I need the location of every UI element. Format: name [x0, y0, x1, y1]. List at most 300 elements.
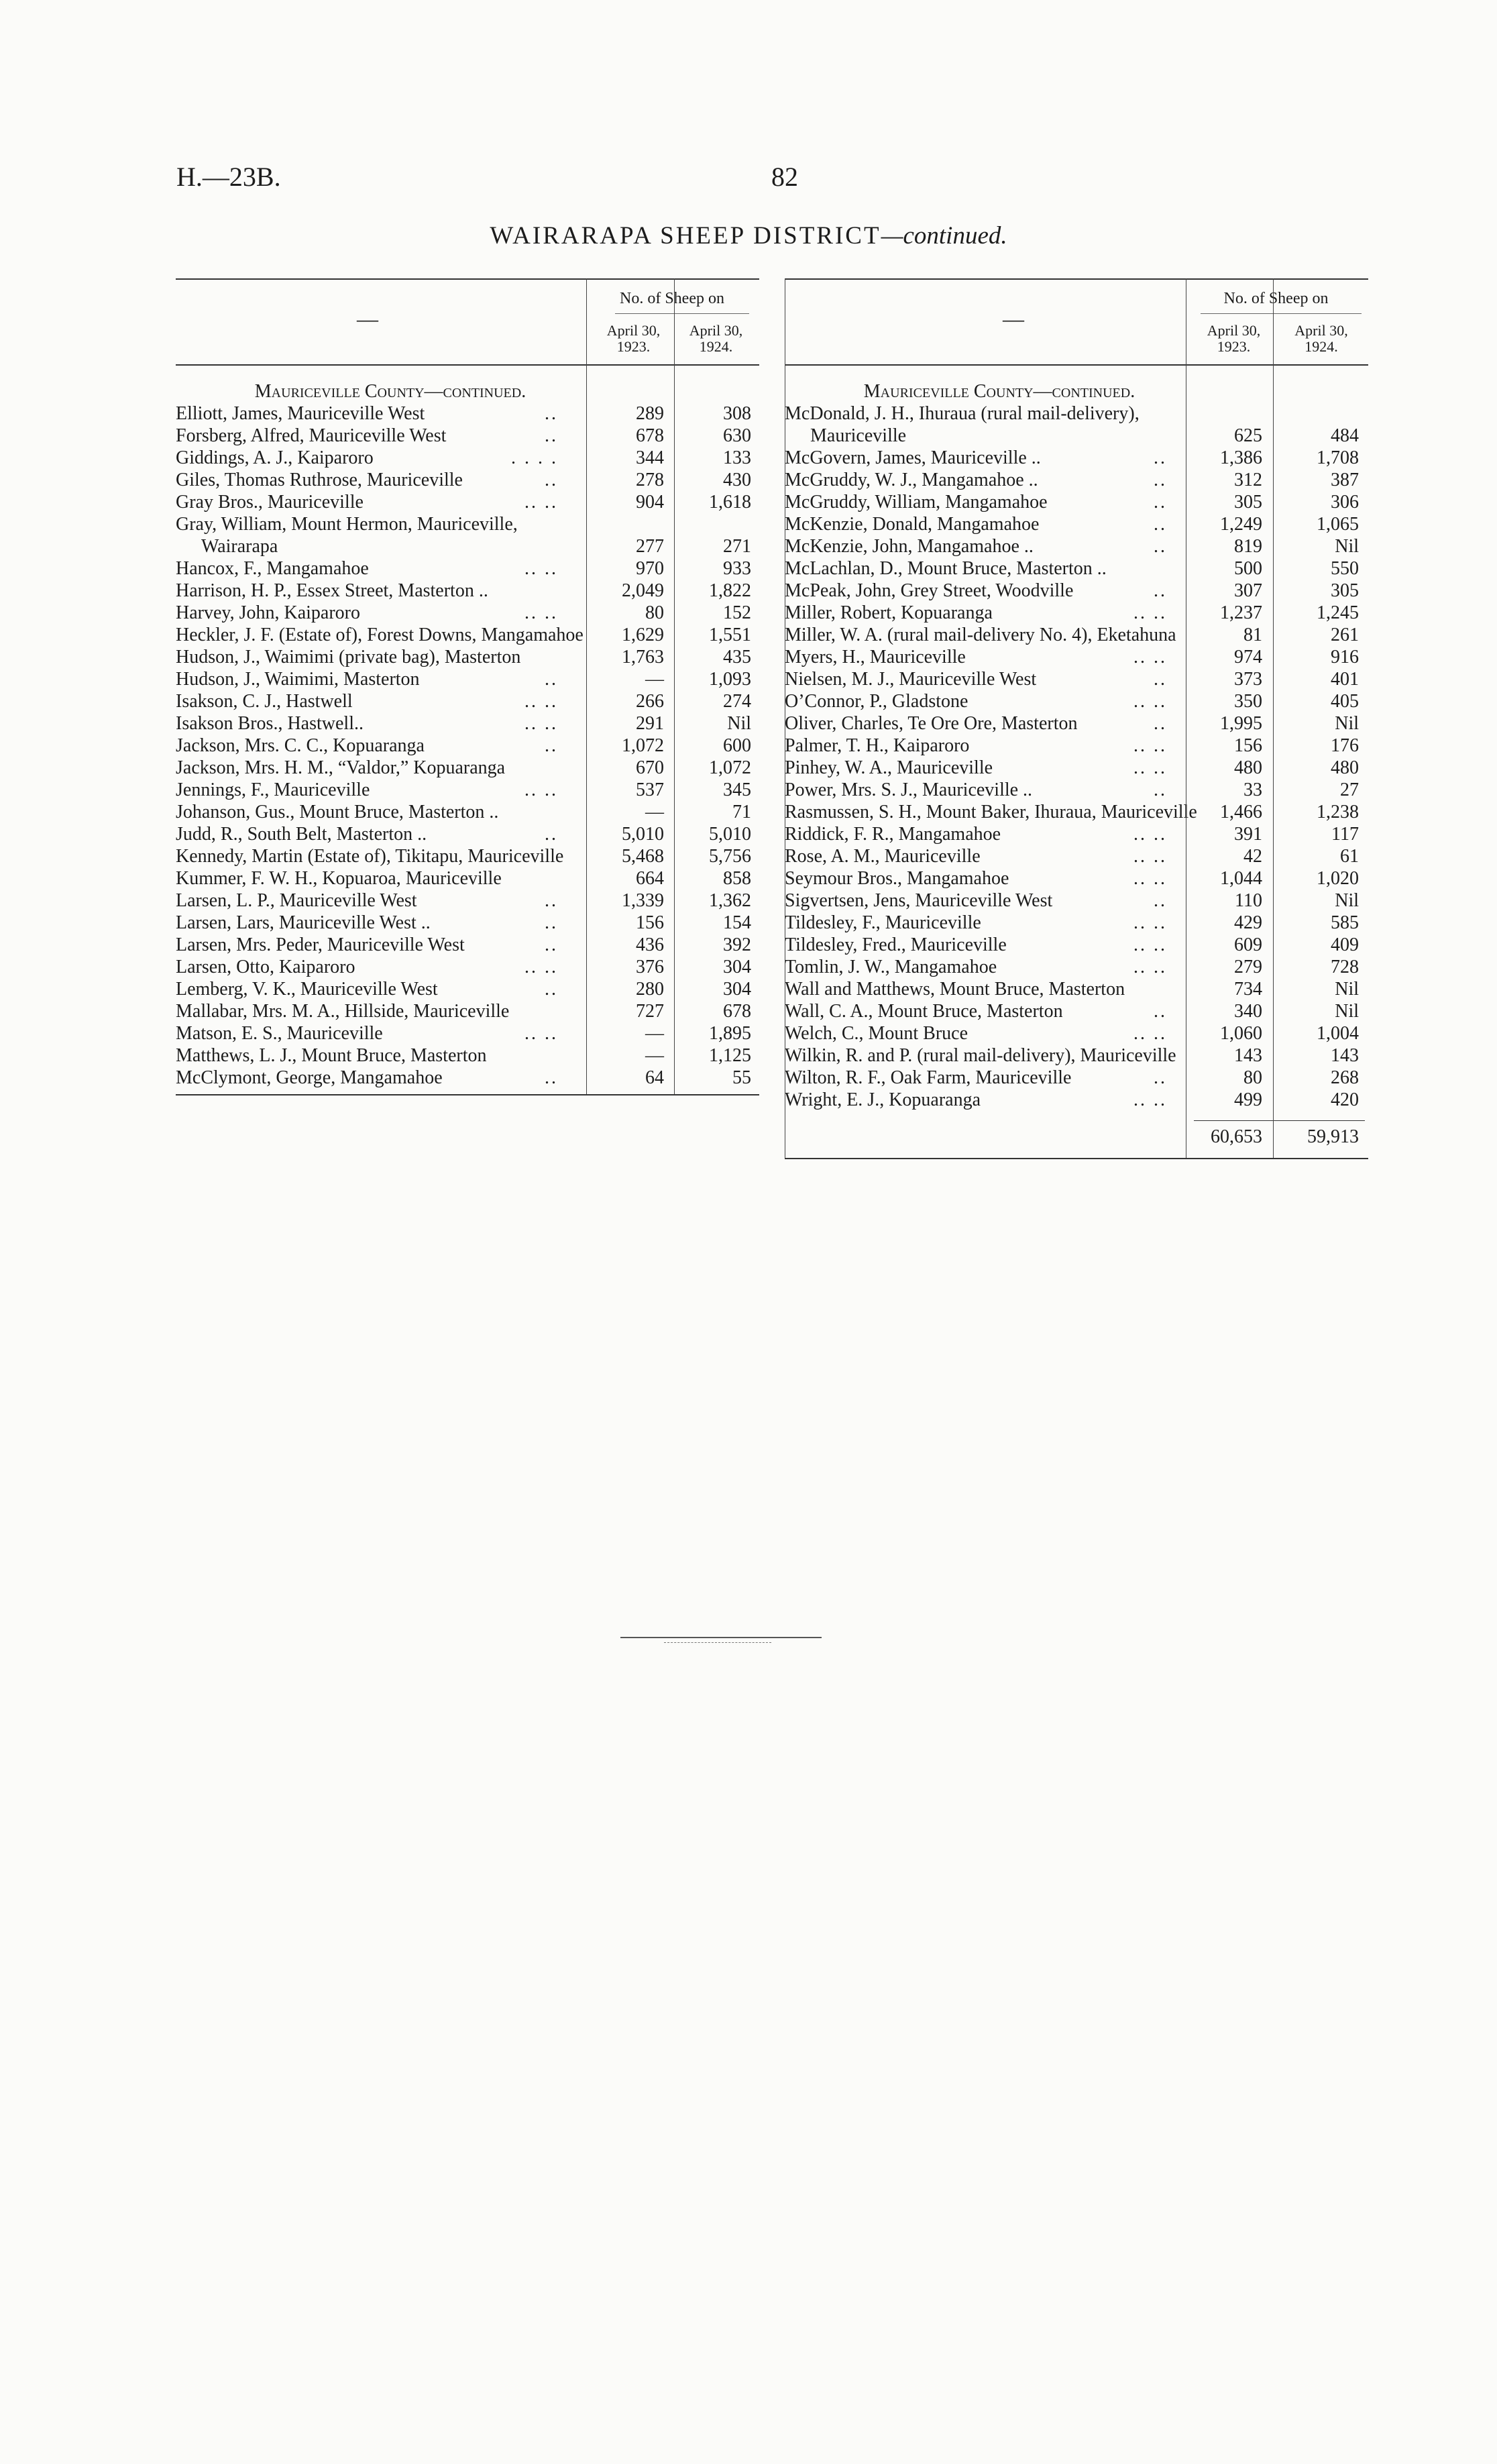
owner-name: Tildesley, Fred., Mauriceville	[785, 934, 1007, 955]
owner-name: Lemberg, V. K., Mauriceville West	[176, 979, 438, 1000]
sheep-1923: 974	[1234, 647, 1262, 667]
leader-dots: ..	[545, 979, 558, 1000]
owner-name: McDonald, J. H., Ihuraua (rural mail-delivery), Mauriceville	[785, 403, 1140, 446]
sheep-1923: 80	[1243, 1067, 1262, 1088]
sheep-1924: 304	[723, 979, 751, 1000]
owner-name: Matthews, L. J., Mount Bruce, Masterton	[176, 1045, 487, 1066]
sheep-1924: 117	[1331, 824, 1359, 845]
sheep-1924: 271	[723, 536, 751, 557]
leader-dots: .. ..	[1133, 691, 1167, 712]
sheep-1923: 500	[1234, 558, 1262, 579]
table-row	[176, 779, 759, 801]
owner-name: McGruddy, William, Mangamahoe	[785, 492, 1048, 513]
sheep-1923: 819	[1234, 536, 1262, 557]
leader-dots: ..	[1154, 514, 1167, 535]
sheep-1923: 1,466	[1220, 802, 1262, 822]
sheep-1924: 550	[1331, 558, 1359, 579]
sheep-1924: Nil	[1335, 713, 1359, 734]
sheep-1924: 933	[723, 558, 751, 579]
leader-dots: . . . .	[511, 447, 558, 468]
sheep-1923: 1,629	[622, 625, 664, 645]
sheep-1923: 344	[636, 447, 664, 468]
sheep-1923: 609	[1234, 934, 1262, 955]
sheep-1924: 71	[732, 802, 751, 822]
table-row	[785, 646, 1368, 668]
sheep-1923: 279	[1234, 957, 1262, 977]
section-heading: Mauriceville County—continued.	[863, 381, 1135, 402]
sheep-1924: 435	[723, 647, 751, 667]
table-row	[176, 912, 759, 934]
sheep-1924: 154	[723, 912, 751, 933]
leader-dots: ..	[1154, 1001, 1167, 1022]
table-row	[785, 978, 1368, 1000]
sheep-1923: 143	[1234, 1045, 1262, 1066]
leader-dots: ..	[1154, 447, 1167, 468]
table-row	[785, 912, 1368, 934]
table-row	[176, 646, 759, 668]
table-row	[176, 513, 759, 557]
owner-name: Sigvertsen, Jens, Mauriceville West	[785, 890, 1053, 911]
sheep-1924: 1,895	[709, 1023, 751, 1044]
sheep-1924: 1,004	[1317, 1023, 1359, 1044]
table-row	[176, 580, 759, 602]
owner-name: Miller, W. A. (rural mail-delivery No. 4), Eketahuna	[785, 625, 1176, 645]
owner-name: Isakson Bros., Hastwell..	[176, 713, 364, 734]
table-row	[785, 403, 1368, 447]
owner-name: Giles, Thomas Ruthrose, Mauriceville	[176, 470, 463, 490]
sheep-1924: 1,065	[1317, 514, 1359, 535]
owner-name: Larsen, Mrs. Peder, Mauriceville West	[176, 934, 465, 955]
sheep-1923: 110	[1235, 890, 1262, 911]
owner-name: Kummer, F. W. H., Kopuaroa, Mauriceville	[176, 868, 502, 889]
leader-dots: ..	[545, 934, 558, 955]
sheep-1924: 630	[723, 425, 751, 446]
owner-name: Rose, A. M., Mauriceville	[785, 846, 981, 867]
table-row	[176, 712, 759, 735]
sheep-1924: 1,551	[709, 625, 751, 645]
sheep-1923: 350	[1234, 691, 1262, 712]
table-row	[176, 1022, 759, 1044]
table-row	[785, 668, 1368, 690]
table-row	[785, 1044, 1368, 1067]
sheep-1924: 305	[1331, 580, 1359, 601]
sheep-1924: 430	[723, 470, 751, 490]
sheep-1924: 1,093	[709, 669, 751, 690]
sheep-1923: 499	[1234, 1089, 1262, 1110]
table-row	[176, 602, 759, 624]
leader-dots: .. ..	[1133, 846, 1167, 867]
owner-column-header: —	[1003, 307, 1024, 331]
leader-dots: .. ..	[524, 713, 558, 734]
sheep-1923: 80	[645, 602, 664, 623]
sheep-1923: 1,249	[1220, 514, 1262, 535]
total-row	[785, 1120, 1368, 1153]
leader-dots: .. ..	[524, 957, 558, 977]
owner-name: Jackson, Mrs. H. M., “Valdor,” Kopuaranga	[176, 757, 506, 778]
sheep-1924: 55	[732, 1067, 751, 1088]
sheep-1923: 1,386	[1220, 447, 1262, 468]
leader-dots: .. ..	[1133, 957, 1167, 977]
leader-dots: ..	[1154, 536, 1167, 557]
owner-name: Wall, C. A., Mount Bruce, Masterton	[785, 1001, 1063, 1022]
owner-name: McGruddy, W. J., Mangamahoe ..	[785, 470, 1038, 490]
table-row	[176, 624, 759, 646]
leader-dots: .. ..	[524, 558, 558, 579]
table-row	[176, 690, 759, 712]
sheep-1923: 156	[1234, 735, 1262, 756]
page-separator-rule	[620, 1637, 822, 1638]
sheep-1924: 143	[1331, 1045, 1359, 1066]
col-1923-header: April 30, 1923.	[606, 322, 661, 355]
sheep-1923: 1,763	[622, 647, 664, 667]
owner-column-header: —	[357, 307, 378, 331]
sheep-1924: 5,756	[709, 846, 751, 867]
col-1923-header: April 30, 1923.	[1207, 322, 1261, 355]
sheep-1924: 61	[1340, 846, 1359, 867]
table-row	[176, 425, 759, 447]
owner-name: Larsen, L. P., Mauriceville West	[176, 890, 417, 911]
leader-dots: ..	[1154, 492, 1167, 513]
sheep-1923: 664	[636, 868, 664, 889]
owner-name: Wilkin, R. and P. (rural mail-delivery), Mauriceville	[785, 1045, 1176, 1066]
owner-name: Welch, C., Mount Bruce	[785, 1023, 968, 1044]
sheep-1924: 274	[723, 691, 751, 712]
table-row	[785, 779, 1368, 801]
sheep-1924: 600	[723, 735, 751, 756]
sheep-1923: 42	[1243, 846, 1262, 867]
table-body	[176, 380, 759, 1089]
table-row	[176, 1044, 759, 1067]
sheep-1923: 1,072	[622, 735, 664, 756]
table-header	[785, 278, 1368, 366]
sheep-1923: 537	[636, 780, 664, 800]
sheep-1923: 64	[645, 1067, 664, 1088]
leader-dots: ..	[1154, 713, 1167, 734]
owner-name: McKenzie, John, Mangamahoe ..	[785, 536, 1034, 557]
sheep-1924: 308	[723, 403, 751, 424]
sheep-1923: 678	[636, 425, 664, 446]
table-row	[785, 624, 1368, 646]
table-row	[176, 890, 759, 912]
header-sub-rule	[615, 313, 749, 314]
sheep-1924: 678	[723, 1001, 751, 1022]
owner-name: Forsberg, Alfred, Mauriceville West	[176, 425, 447, 446]
table-row	[176, 956, 759, 978]
table-row	[785, 845, 1368, 867]
owner-name: McKenzie, Donald, Mangamahoe	[785, 514, 1040, 535]
leader-dots: ..	[545, 912, 558, 933]
sheep-1924: 1,020	[1317, 868, 1359, 889]
owner-name: Judd, R., South Belt, Masterton ..	[176, 824, 427, 845]
table-row	[785, 690, 1368, 712]
table-row	[785, 712, 1368, 735]
sheep-1924: 480	[1331, 757, 1359, 778]
table-row	[785, 890, 1368, 912]
total-1923: 60,653	[1211, 1126, 1262, 1147]
owner-name: Matson, E. S., Mauriceville	[176, 1023, 383, 1044]
sheep-1923: 277	[636, 536, 664, 557]
sheep-1923: 1,044	[1220, 868, 1262, 889]
owner-name: Seymour Bros., Mangamahoe	[785, 868, 1009, 889]
table-row	[785, 1089, 1368, 1111]
sheep-1924: 176	[1331, 735, 1359, 756]
leader-dots: .. ..	[1133, 824, 1167, 845]
section-heading: Mauriceville County—continued.	[254, 381, 526, 402]
owner-name: Hudson, J., Waimimi (private bag), Masterton	[176, 647, 521, 667]
table-row	[785, 757, 1368, 779]
table-row	[785, 557, 1368, 580]
table-bottom-rule	[176, 1094, 759, 1095]
owner-name: Jackson, Mrs. C. C., Kopuaranga	[176, 735, 425, 756]
table-row	[785, 1067, 1368, 1089]
leader-dots: .. ..	[524, 492, 558, 513]
table-row	[176, 491, 759, 513]
col-1924-header: April 30, 1924.	[1294, 322, 1348, 355]
sheep-1923: 5,468	[622, 846, 664, 867]
owner-name: Rasmussen, S. H., Mount Baker, Ihuraua, Mauriceville	[785, 802, 1197, 822]
owner-name: Oliver, Charles, Te Ore Ore, Masterton	[785, 713, 1078, 734]
table-row	[176, 1000, 759, 1022]
page-separator-dash	[664, 1642, 771, 1643]
table-row	[176, 978, 759, 1000]
sheep-1924: 484	[1331, 425, 1359, 446]
table-row	[176, 757, 759, 779]
owner-name: Pinhey, W. A., Mauriceville	[785, 757, 993, 778]
sheep-1924: 304	[723, 957, 751, 977]
table-row	[785, 823, 1368, 845]
table-row	[785, 469, 1368, 491]
owner-name: Nielsen, M. J., Mauriceville West	[785, 669, 1037, 690]
sheep-1923: —	[645, 1023, 664, 1044]
report-reference: H.—23B.	[176, 162, 281, 192]
table-row	[785, 1022, 1368, 1044]
owner-name: Jennings, F., Mauriceville	[176, 780, 370, 800]
owner-name: Palmer, T. H., Kaiparoro	[785, 735, 970, 756]
table-row	[785, 867, 1368, 890]
sheep-1924: 1,708	[1317, 447, 1359, 468]
sheep-1923: 391	[1234, 824, 1262, 845]
sheep-1924: 1,822	[709, 580, 751, 601]
page-title: WAIRARAPA SHEEP DISTRICT—continued.	[490, 222, 1007, 250]
sheep-1924: Nil	[1335, 1001, 1359, 1022]
leader-dots: .. ..	[1133, 602, 1167, 623]
leader-dots: .. ..	[1133, 912, 1167, 933]
owner-name: Heckler, J. F. (Estate of), Forest Downs, Mangamahoe	[176, 625, 584, 645]
owner-name: Harvey, John, Kaiparoro	[176, 602, 360, 623]
table-row	[176, 668, 759, 690]
sheep-1924: 152	[723, 602, 751, 623]
table-bottom-rule	[785, 1158, 1368, 1159]
leader-dots: .. ..	[1133, 735, 1167, 756]
sheep-1923: 376	[636, 957, 664, 977]
sheep-1923: —	[645, 1045, 664, 1066]
owner-name: Wilton, R. F., Oak Farm, Mauriceville	[785, 1067, 1072, 1088]
table-row	[176, 867, 759, 890]
table-row	[785, 934, 1368, 956]
table-header	[176, 278, 759, 366]
sheep-1923: 904	[636, 492, 664, 513]
sheep-1923: —	[645, 669, 664, 690]
table-row	[785, 602, 1368, 624]
leader-dots: ..	[545, 403, 558, 424]
sheep-1923: 436	[636, 934, 664, 955]
sheep-1923: 340	[1234, 1001, 1262, 1022]
sheep-1923: 266	[636, 691, 664, 712]
leader-dots: .. ..	[1133, 647, 1167, 667]
table-row	[785, 535, 1368, 557]
sheep-1924: 1,245	[1317, 602, 1359, 623]
sheep-1924: 401	[1331, 669, 1359, 690]
sheep-1923: 1,995	[1220, 713, 1262, 734]
owner-name: Hudson, J., Waimimi, Masterton	[176, 669, 420, 690]
table-row	[785, 801, 1368, 823]
table-row	[785, 956, 1368, 978]
col-1924-header: April 30, 1924.	[689, 322, 743, 355]
sheep-1923: 734	[1234, 979, 1262, 1000]
sheep-1923: 727	[636, 1001, 664, 1022]
owner-name: Mallabar, Mrs. M. A., Hillside, Mauriceville	[176, 1001, 510, 1022]
sheep-1923: 81	[1243, 625, 1262, 645]
leader-dots: .. ..	[1133, 934, 1167, 955]
sheep-1923: 429	[1234, 912, 1262, 933]
leader-dots: ..	[545, 425, 558, 446]
owner-name: McGovern, James, Mauriceville ..	[785, 447, 1041, 468]
leader-dots: .. ..	[1133, 1023, 1167, 1044]
sheep-1924: 345	[723, 780, 751, 800]
leader-dots: ..	[545, 470, 558, 490]
sheep-1924: 133	[723, 447, 751, 468]
owner-name: Riddick, F. R., Mangamahoe	[785, 824, 1001, 845]
sheep-1923: 1,237	[1220, 602, 1262, 623]
sheep-1924: 387	[1331, 470, 1359, 490]
owner-name: O’Connor, P., Gladstone	[785, 691, 968, 712]
sheep-1924: 306	[1331, 492, 1359, 513]
sheep-1924: Nil	[727, 713, 751, 734]
owner-name: McPeak, John, Grey Street, Woodville	[785, 580, 1074, 601]
owner-name: Elliott, James, Mauriceville West	[176, 403, 425, 424]
table-row	[785, 1000, 1368, 1022]
sheep-1924: 1,125	[709, 1045, 751, 1066]
sheep-1924: 261	[1331, 625, 1359, 645]
table-row	[176, 823, 759, 845]
table-row	[785, 735, 1368, 757]
leader-dots: .. ..	[1133, 757, 1167, 778]
sheep-1923: 156	[636, 912, 664, 933]
leader-dots: ..	[1154, 669, 1167, 690]
leader-dots: ..	[545, 1067, 558, 1088]
sheep-1924: 5,010	[709, 824, 751, 845]
leader-dots: ..	[1154, 1067, 1167, 1088]
owner-name: Tildesley, F., Mauriceville	[785, 912, 981, 933]
owner-name: McLachlan, D., Mount Bruce, Masterton ..	[785, 558, 1107, 579]
owner-name: Harrison, H. P., Essex Street, Masterton ..	[176, 580, 488, 601]
table-row	[785, 513, 1368, 535]
sheep-1924: 392	[723, 934, 751, 955]
total-1924: 59,913	[1307, 1126, 1359, 1147]
table-row	[176, 447, 759, 469]
sheep-1923: 670	[636, 757, 664, 778]
sheep-1923: 278	[636, 470, 664, 490]
table-row	[176, 845, 759, 867]
leader-dots: ..	[1154, 780, 1167, 800]
sheep-1924: 268	[1331, 1067, 1359, 1088]
owner-name: Giddings, A. J., Kaiparoro	[176, 447, 374, 468]
sheep-1923: 5,010	[622, 824, 664, 845]
sheep-1923: 2,049	[622, 580, 664, 601]
table-row	[176, 403, 759, 425]
owner-name: Wright, E. J., Kopuaranga	[785, 1089, 981, 1110]
table-row	[176, 557, 759, 580]
total-rule	[1194, 1120, 1365, 1121]
sheep-1923: 373	[1234, 669, 1262, 690]
leader-dots: .. ..	[524, 1023, 558, 1044]
owner-name: Hancox, F., Mangamahoe	[176, 558, 369, 579]
sheep-1923: 312	[1234, 470, 1262, 490]
sheep-1924: 858	[723, 868, 751, 889]
table-row	[176, 1067, 759, 1089]
sheep-1923: 1,060	[1220, 1023, 1262, 1044]
page-number: 82	[771, 162, 798, 192]
owner-name: Tomlin, J. W., Mangamahoe	[785, 957, 997, 977]
sheep-1923: 625	[1234, 425, 1262, 446]
sheep-1923: 305	[1234, 492, 1262, 513]
table-row	[176, 469, 759, 491]
owner-name: Johanson, Gus., Mount Bruce, Masterton ..	[176, 802, 499, 822]
leader-dots: .. ..	[524, 780, 558, 800]
sheep-1923: —	[645, 802, 664, 822]
leader-dots: .. ..	[524, 602, 558, 623]
column-rule	[1273, 278, 1274, 1158]
sheep-1924: 916	[1331, 647, 1359, 667]
leader-dots: ..	[545, 824, 558, 845]
sheep-1924: 405	[1331, 691, 1359, 712]
leader-dots: ..	[545, 669, 558, 690]
sheep-1923: 1,339	[622, 890, 664, 911]
leader-dots: ..	[545, 890, 558, 911]
column-rule	[586, 278, 587, 1094]
owner-name: Myers, H., Mauriceville	[785, 647, 966, 667]
owner-name: Miller, Robert, Kopuaranga	[785, 602, 993, 623]
leader-dots: .. ..	[1133, 1089, 1167, 1110]
sheep-count-group-header: No. of Sheep on	[620, 290, 724, 307]
table-row	[785, 491, 1368, 513]
leader-dots: .. ..	[524, 691, 558, 712]
sheep-1924: 409	[1331, 934, 1359, 955]
owner-name: Power, Mrs. S. J., Mauriceville ..	[785, 780, 1033, 800]
owner-name: Wall and Matthews, Mount Bruce, Masterton	[785, 979, 1125, 1000]
sheep-1923: 280	[636, 979, 664, 1000]
leader-dots: ..	[1154, 470, 1167, 490]
owner-name: Kennedy, Martin (Estate of), Tikitapu, Mauriceville	[176, 846, 564, 867]
sheep-1923: 307	[1234, 580, 1262, 601]
sheep-1924: Nil	[1335, 890, 1359, 911]
header-sub-rule	[1201, 313, 1362, 314]
sheep-1924: 27	[1340, 780, 1359, 800]
sheep-1924: 420	[1331, 1089, 1359, 1110]
sheep-1924: 1,238	[1317, 802, 1359, 822]
leader-dots: .. ..	[1133, 868, 1167, 889]
sheep-count-group-header: No. of Sheep on	[1223, 290, 1329, 307]
sheep-1923: 480	[1234, 757, 1262, 778]
owner-name: Isakson, C. J., Hastwell	[176, 691, 353, 712]
table-row	[176, 934, 759, 956]
sheep-1924: 1,362	[709, 890, 751, 911]
owner-name: Gray Bros., Mauriceville	[176, 492, 364, 513]
table-row	[176, 801, 759, 823]
sheep-1924: 728	[1331, 957, 1359, 977]
leader-dots: ..	[1154, 580, 1167, 601]
owner-name: Larsen, Lars, Mauriceville West ..	[176, 912, 431, 933]
